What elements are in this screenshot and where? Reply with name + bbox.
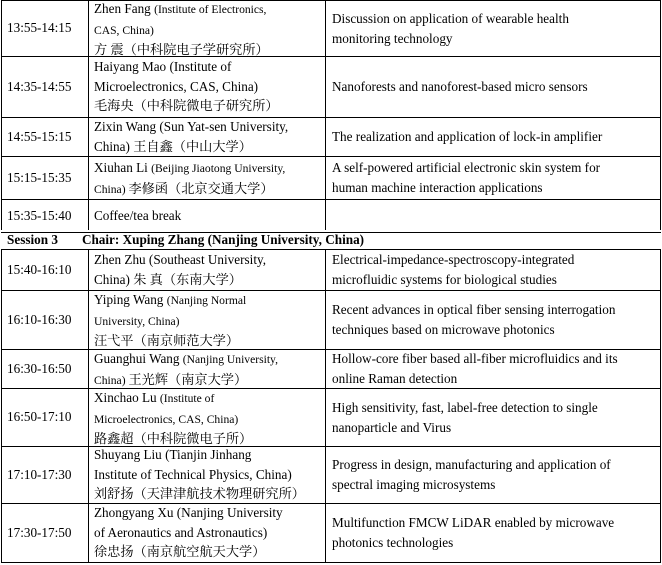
time-text: 17:10-17:30 bbox=[7, 467, 72, 482]
talk-title bbox=[332, 513, 614, 552]
speaker-line bbox=[94, 388, 252, 409]
speaker-name: 汪弋平（南京师范大学） bbox=[94, 333, 240, 348]
speaker-cell bbox=[94, 57, 279, 116]
talk-title bbox=[332, 158, 600, 197]
speaker-line bbox=[94, 20, 269, 41]
speaker-name: Microelectronics, CAS, China) bbox=[94, 78, 259, 94]
column-border bbox=[88, 0, 89, 230]
time-text: 13:55-14:15 bbox=[7, 20, 72, 35]
talk-title bbox=[332, 77, 588, 97]
speaker-line bbox=[94, 445, 305, 465]
column-border bbox=[325, 249, 326, 563]
speaker-line bbox=[94, 158, 285, 179]
speaker-name: 李修函（北京交通大学） bbox=[128, 180, 274, 196]
speaker-affiliation: University, China) bbox=[94, 314, 180, 328]
speaker-line bbox=[94, 96, 279, 116]
talk-title-line: online Raman detection bbox=[332, 370, 458, 386]
talk-title bbox=[332, 9, 569, 48]
speaker-affiliation: China) bbox=[94, 373, 129, 387]
talk-title-line: Nanoforests and nanoforest-based micro sensors bbox=[332, 79, 588, 94]
row-border bbox=[1, 156, 661, 157]
speaker-name: 王光辉（南京大学） bbox=[128, 371, 248, 387]
column-border bbox=[88, 249, 89, 563]
time-text: 15:40-16:10 bbox=[7, 262, 72, 277]
speaker-name: China) 朱 真（东南大学） bbox=[94, 271, 242, 287]
talk-title-line: A self-powered artificial electronic skin system for bbox=[332, 160, 601, 175]
talk-title bbox=[332, 349, 618, 388]
session-time bbox=[7, 407, 71, 427]
talk-title bbox=[332, 300, 615, 339]
speaker-affiliation: (Institute of bbox=[159, 392, 215, 405]
speaker-line bbox=[94, 349, 278, 370]
speaker-line bbox=[94, 409, 252, 430]
speaker-name: Zhen Zhu (Southeast University, bbox=[94, 252, 267, 267]
time-text: 17:30-17:50 bbox=[7, 525, 72, 540]
speaker-line bbox=[94, 0, 269, 20]
speaker-name: Shuyang Liu (Tianjin Jinhang bbox=[94, 447, 252, 462]
talk-title-line: monitoring technology bbox=[332, 30, 453, 46]
speaker-line bbox=[94, 331, 246, 351]
session-header bbox=[7, 230, 364, 249]
talk-title-line: Multifunction FMCW LiDAR enabled by microwave bbox=[332, 515, 615, 530]
session-time bbox=[7, 127, 71, 147]
speaker-line bbox=[94, 503, 283, 523]
talk-title-line: human machine interaction applications bbox=[332, 179, 543, 195]
talk-title-line: Hollow-core fiber based all-fiber microfluidics and its bbox=[332, 351, 618, 366]
speaker-affiliation: (Nanjing University, bbox=[182, 353, 278, 366]
speaker-name: Zhongyang Xu (Nanjing University bbox=[94, 505, 283, 520]
talk-title-line: The realization and application of lock-in amplifier bbox=[332, 129, 603, 144]
talk-title-line: microfluidic systems for biological studies bbox=[332, 271, 557, 287]
speaker-line bbox=[94, 117, 288, 137]
speaker-affiliation: (Nanjing Normal bbox=[166, 294, 247, 307]
speaker-line bbox=[94, 465, 305, 485]
speaker-name: Yiping Wang bbox=[94, 292, 167, 307]
session-time bbox=[7, 523, 71, 543]
speaker-cell bbox=[94, 503, 283, 562]
column-border bbox=[1, 249, 2, 563]
time-text: 16:50-17:10 bbox=[7, 409, 72, 424]
session-time bbox=[7, 18, 71, 38]
speaker-affiliation: Microelectronics, CAS, China) bbox=[94, 412, 239, 426]
speaker-cell bbox=[94, 206, 181, 226]
session-time bbox=[7, 77, 71, 97]
session-time bbox=[7, 168, 71, 188]
speaker-name: Zixin Wang (Sun Yat-sen University, bbox=[94, 119, 289, 134]
talk-title bbox=[332, 398, 598, 437]
session-time bbox=[7, 465, 71, 485]
speaker-cell bbox=[94, 349, 278, 390]
talk-title bbox=[332, 250, 574, 289]
speaker-name: Zhen Fang bbox=[94, 1, 155, 16]
speaker-line bbox=[94, 250, 266, 270]
speaker-name: Xinchao Lu bbox=[94, 390, 160, 405]
column-border bbox=[660, 249, 661, 563]
speaker-cell bbox=[94, 0, 269, 60]
speaker-line bbox=[94, 523, 283, 543]
speaker-cell bbox=[94, 117, 288, 156]
speaker-affiliation: China) bbox=[94, 182, 129, 196]
time-text: 16:10-16:30 bbox=[7, 312, 72, 327]
speaker-name: Xiuhan Li bbox=[94, 160, 152, 175]
session-time bbox=[7, 359, 71, 379]
talk-title bbox=[332, 455, 611, 494]
talk-title-line: spectral imaging microsystems bbox=[332, 476, 496, 492]
speaker-name: 方 震（中科院电子学研究所） bbox=[94, 42, 269, 57]
speaker-line bbox=[94, 57, 279, 77]
talk-title bbox=[332, 127, 602, 147]
speaker-line bbox=[94, 370, 278, 391]
speaker-line bbox=[94, 137, 288, 157]
time-text: 15:35-15:40 bbox=[7, 208, 72, 223]
session-time bbox=[7, 206, 71, 226]
speaker-line bbox=[94, 311, 246, 332]
session-time bbox=[7, 310, 71, 330]
speaker-line bbox=[94, 290, 246, 311]
speaker-name: of Aeronautics and Astronautics) bbox=[94, 524, 268, 540]
speaker-cell bbox=[94, 250, 266, 289]
speaker-name: Institute of Technical Physics, China) bbox=[94, 466, 292, 482]
column-border bbox=[1, 0, 2, 230]
talk-title-line: Electrical-impedance-spectroscopy-integrated bbox=[332, 252, 575, 267]
time-text: 14:35-14:55 bbox=[7, 79, 72, 94]
column-border bbox=[660, 0, 661, 230]
speaker-line bbox=[94, 542, 283, 562]
speaker-cell bbox=[94, 445, 305, 504]
speaker-line bbox=[94, 484, 305, 504]
speaker-line bbox=[94, 77, 279, 97]
row-border bbox=[1, 199, 661, 200]
session-time bbox=[7, 260, 71, 280]
speaker-name: 刘舒扬（天津津航技术物理研究所） bbox=[94, 486, 305, 501]
speaker-name: 徐忠扬（南京航空航天大学） bbox=[94, 544, 266, 559]
speaker-cell bbox=[94, 290, 246, 351]
talk-title-line: Recent advances in optical fiber sensing interrogation bbox=[332, 302, 616, 317]
speaker-cell bbox=[94, 158, 285, 199]
speaker-name: Haiyang Mao (Institute of bbox=[94, 59, 232, 74]
speaker-name: Guanghui Wang bbox=[94, 351, 183, 366]
speaker-affiliation: (Beijing Jiaotong University, bbox=[151, 162, 286, 175]
column-border bbox=[325, 0, 326, 230]
time-text: 14:55-15:15 bbox=[7, 129, 72, 144]
speaker-name: China) 王自鑫（中山大学） bbox=[94, 138, 252, 154]
speaker-line bbox=[94, 179, 285, 200]
talk-title-line: High sensitivity, fast, label-free detection to single bbox=[332, 400, 598, 415]
speaker-line bbox=[94, 270, 266, 290]
speaker-name: Coffee/tea break bbox=[94, 208, 182, 223]
session-label: Session 3 bbox=[7, 232, 58, 247]
row-border bbox=[1, 562, 661, 563]
speaker-name: 毛海央（中科院微电子研究所） bbox=[94, 98, 279, 113]
speaker-affiliation: (Institute of Electronics, bbox=[154, 3, 267, 16]
speaker-line bbox=[94, 206, 181, 226]
talk-title-line: photonics technologies bbox=[332, 534, 454, 550]
talk-title-line: Progress in design, manufacturing and application of bbox=[332, 457, 611, 472]
time-text: 15:15-15:35 bbox=[7, 170, 72, 185]
speaker-cell bbox=[94, 388, 252, 449]
session-chair: Chair: Xuping Zhang (Nanjing University, China) bbox=[81, 232, 365, 247]
talk-title-line: Discussion on application of wearable health bbox=[332, 11, 569, 26]
time-text: 16:30-16:50 bbox=[7, 361, 72, 376]
speaker-name: 路鑫超（中科院微电子所） bbox=[94, 431, 253, 446]
speaker-affiliation: CAS, China) bbox=[94, 23, 154, 37]
talk-title-line: nanoparticle and Virus bbox=[332, 419, 452, 435]
talk-title-line: techniques based on microwave photonics bbox=[332, 321, 555, 337]
